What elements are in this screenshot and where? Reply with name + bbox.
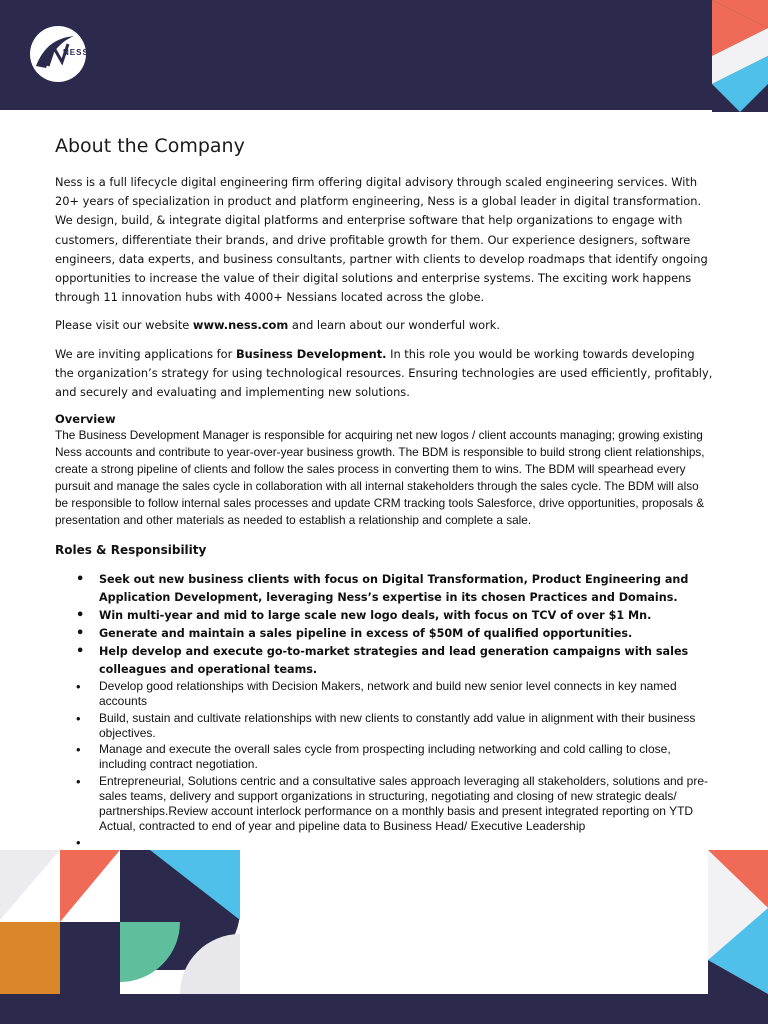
about-paragraph: Ness is a full lifecycle digital engineering firm offering digital advisory through scaled engineering services. With 20+ years of specialization in product and platform engineering, Ness is a global leader in digital transformation. We design, build, & integrate digital platforms and enterprise software that help organizations to engage with customers, differentiate their brands, and drive profitable growth for them. Our experience designers, software engineers, data experts, and business consultants, partner with clients to develop roadmaps that identify ongoing opportunities to increase the value of their digital solutions and enterprise systems. The exciting work happens through 11 innovation hubs with 4000+ Nessians located across the globe. (55, 175, 708, 305)
footer-band (0, 994, 768, 1024)
list-item: • Build, sustain and cultivate relationships with new clients to constantly add value in alignment with their business objectives. (55, 711, 715, 741)
roles-heading: Roles & Responsibility (55, 543, 207, 558)
list-item: • Help develop and execute go-to-market strategies and lead generation campaigns with sales colleagues and operational teams. (55, 643, 715, 679)
ness-logo (30, 26, 89, 82)
role-description: In this role you would be working towards developing the organization’s strategy for using technological resources. Ensuring technologies are used efficiently, profitably, and securely and evaluating and implementing new solutions. (55, 346, 713, 400)
role-name: Business Development. (235, 346, 387, 361)
list-item: • Generate and maintain a sales pipeline in excess of $50M of qualified opportunities. (55, 625, 715, 643)
list-item: • Win multi-year and mid to large scale new logo deals, with focus on TCV of over $1 Mn. (55, 607, 715, 625)
overview-text: The Business Development Manager is responsible for acquiring net new logos / client accounts managing; growing existing Ness accounts and contribute to year-over-year business growth. The BDM is responsible to build strong client relationships, create a strong pipeline of clients and follow the sales process in converting them to wins. The BDM will spearhead every pursuit and manage the sales cycle in collaboration with all internal stakeholders through the sales cycle. The BDM will also be responsible to follow internal sales processes and update CRM tracking tools Salesforce, drive opportunities, proposals & presentation and other materials as needed to establish a relationship and complete a sale. (55, 428, 705, 528)
list-item: • Entrepreneurial, Solutions centric and a consultative sales approach leveraging all stakeholders, solutions and pre-sales teams, delivery and support organizations in structuring, negotiating and closing of new strategic deals/ partnerships.Review account interlock performance on a monthly basis and present integrated reporting on YTD Actual, contracted to end of year and pipeline data to Business Head/ Executive Leadership (55, 774, 715, 834)
roles-list (55, 571, 715, 834)
website-text: Please visit our website (55, 318, 193, 333)
role-paragraph (55, 345, 715, 403)
role-prefix: We are inviting applications for (55, 346, 236, 361)
list-item: • Manage and execute the overall sales cycle from prospecting including networking and cold calling to close, including contract negotiation. (55, 742, 715, 772)
website-suffix: and learn about our wonderful work. (288, 318, 501, 333)
list-item: • Develop good relationships with Decision Makers, network and build new senior level connects in key named accounts (55, 679, 715, 709)
overview-heading: Overview (55, 412, 116, 427)
website-link[interactable]: www.ness.com (192, 318, 289, 333)
top-right-decoration (712, 0, 768, 112)
website-paragraph (55, 316, 715, 335)
header-band (0, 0, 768, 110)
bottom-decoration (0, 850, 768, 994)
list-item: • Seek out new business clients with focus on Digital Transformation, Product Engineering and Application Development, leveraging Ness’s expertise in its chosen Practices and Domains. (55, 571, 715, 607)
logo-text: NESS (63, 48, 89, 57)
main-content (55, 135, 715, 835)
page-title: About the Company (55, 135, 245, 157)
